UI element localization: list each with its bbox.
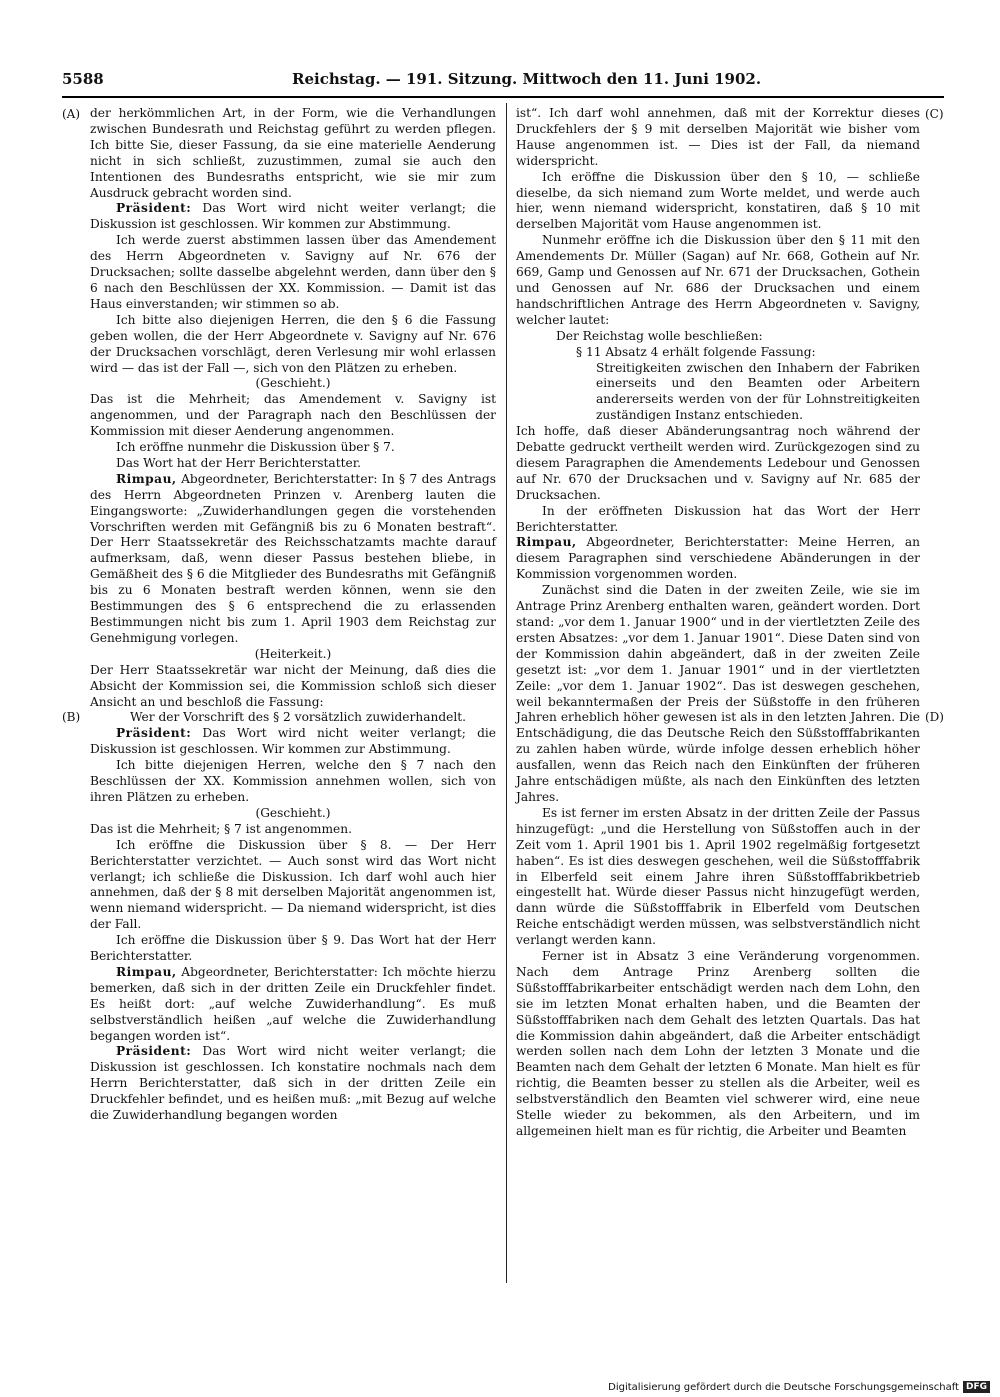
paragraph [90,726,496,758]
paragraph [516,329,920,345]
paragraph-text: Ich hoffe, daß dieser Abänderungsantrag noch während der Debatte gedruckt vertheilt werden wird. Zurückgezogen sind zu diesem Paragraphen die Amendements Ledebour und Genossen auf Nr. 670 der Drucksachen und v. Savigny auf Nr. 685 der Drucksachen. [516,424,920,502]
running-title: Reichstag. — 191. Sitzung. Mittwoch den 11. Juni 1902. [292,70,762,88]
paragraph-text: Ich eröffne die Diskussion über den § 10, — schließe dieselbe, da sich niemand zum Worte meldet, und werde auch hier, wenn niemand widerspricht, konstatiren, daß § 10 mit derselben Majorität vom Hause angenommen ist. [516,169,920,232]
paragraph [516,504,920,536]
paragraph-text: (Heiterkeit.) [254,646,332,661]
footer [608,1381,990,1393]
paragraph [90,472,496,647]
paragraph-text: Ich eröffne die Diskussion über § 9. Das Wort hat der Herr Berichterstatter. [90,933,496,964]
footer-text: Digitalisierung gefördert durch die Deutsche Forschungsgemeinschaft [608,1381,959,1393]
paragraph [516,170,920,234]
paragraph [90,758,496,806]
speaker-name: Präsident: [116,201,192,216]
speaker-name: Rimpau, [116,964,177,979]
right-column [516,106,920,1140]
paragraph-text: Das Wort wird nicht weiter verlangt; die Diskussion ist geschlossen. Ich konstatire nochmals nach dem Herrn Berichterstatter, daß sich in der dritten Zeile ein Druckfehler befindet, und es heißen muß: „mit Bezug auf welche die Zuwiderhandlung begangen worden [90,1044,496,1123]
margin-mark-d: (D) [925,710,944,724]
margin-mark-c: (C) [925,107,944,121]
paragraph [516,345,920,361]
paragraph-text: der herkömmlichen Art, in der Form, wie die Verhandlungen zwischen Bundesrath und Reichstag geführt zu werden pflegen. Ich bitte Sie, dieser Fassung, da sie eine materielle Aenderung nicht in sich schließt, zuzustimmen, zumal sie auch den Intentionen des Bundesraths entspricht, wie sie mir zum Ausdruck gebracht worden sind. [90,106,496,200]
paragraph-text: (Geschieht.) [255,376,331,391]
paragraph [90,838,496,933]
paragraph [516,535,920,583]
paragraph [516,233,920,328]
paragraph-text: In der eröffneten Diskussion hat das Wort der Herr Berichterstatter. [516,503,920,534]
paragraph-text: Ich eröffne nunmehr die Diskussion über § 7. [116,440,395,455]
paragraph-text: Das ist die Mehrheit; das Amendement v. Savigny ist angenommen, und der Paragraph nach den Beschlüssen der Kommission mit dieser Aenderung angenommen. [90,392,496,439]
paragraph [516,424,920,504]
paragraph-text: Abgeordneter, Berichterstatter: Ich möchte hierzu bemerken, daß sich in der dritten Zeile ein Druckfehler findet. Es heißt dort: „auf welche Zuwiderhandlung“. Es muß selbstverständlich heißen „auf welche die Zuwiderhandlung begangen worden ist“. [90,964,496,1043]
paragraph [90,965,496,1045]
speaker-name: Rimpau, [116,471,177,486]
paragraph [90,1044,496,1124]
paragraph-text: Zunächst sind die Daten in der zweiten Zeile, wie sie im Antrage Prinz Arenberg enthalten waren, geändert worden. Dort stand: „vor dem 1. Januar 1900“ und in der viertletzten Zeile des ersten Absatzes: „vor dem 1. Januar 1901“. Diese Daten sind von der Kommission dahin abgeändert, daß in der zweiten Zeile gesetzt ist: „vor dem 1. Januar 1901“ und in der viertletzten Zeile: „vor dem 1. Januar 1902“. Das ist deswegen geschehen, weil bekanntermaßen der Preis der Süßstoffe in den früheren Jahren erheblich höher gewesen ist als in den letzten Jahren. Die Entschädigung, die das Deutsche Reich den Süßstofffabrikanten zu zahlen haben würde, würde infolge dessen erheblich höher ausfallen, wenn das Reich nach den Einkünften der früheren Jahre entschädigen müßte, als nach den Einkünften des letzten Jahres. [516,583,920,804]
paragraph [90,647,496,663]
speaker-name: Präsident: [116,1044,192,1059]
paragraph [90,456,496,472]
paragraph-text: Es ist ferner im ersten Absatz in der dritten Zeile der Passus hinzugefügt: „und die Herstellung von Süßstoffen auch in der Zeit vom 1. April 1901 bis 1. April 1902 regelmäßig fortgesetzt haben“. Es ist dies deswegen geschehen, weil die Süßstofffabrik in Elberfeld seit einem Jahre ihren Süßstofffabrikbetrieb eingestellt hat. Würde dieser Passus nicht hinzugefügt werden, dann würde die Süßstofffabrik in Elberfeld vom Deutschen Reiche entschädigt werden müssen, was selbstverständlich nicht verlangt werden kann. [516,805,920,948]
paragraph [90,822,496,838]
paragraph-text: Ich werde zuerst abstimmen lassen über das Amendement des Herrn Abgeordneten v. Savigny auf Nr. 676 der Drucksachen; sollte dasselbe abgelehnt werden, dann über den § 6 nach den Beschlüssen der XX. Kommission. — Damit ist das Haus einverstanden; wir stimmen so ab. [90,233,496,311]
speaker-name: Rimpau, [516,535,577,550]
paragraph [516,583,920,806]
paragraph-text: Das Wort hat der Herr Berichterstatter. [116,455,362,470]
paragraph [516,106,920,170]
paragraph-text: Das Wort wird nicht weiter verlangt; die Diskussion ist geschlossen. Wir kommen zur Abstimmung. [90,201,496,232]
paragraph [90,376,496,392]
paragraph-text: (Geschieht.) [255,805,331,820]
paragraph [90,663,496,711]
paragraph-text: Der Herr Staatssekretär war nicht der Meinung, daß dies die Absicht der Kommission sei, die Kommission schloß sich dieser Ansicht an und beschloß die Fassung: [90,662,496,709]
dfg-logo: DFG [963,1381,990,1393]
paragraph [90,201,496,233]
paragraph-text: Ich bitte diejenigen Herren, welche den § 7 nach den Beschlüssen der XX. Kommission annehmen wollen, sich von ihren Plätzen zu erheben. [90,758,496,804]
paragraph-text: Nunmehr eröffne ich die Diskussion über den § 11 mit den Amendements Dr. Müller (Sagan) auf Nr. 668, Gothein auf Nr. 669, Gamp und Genossen auf Nr. 671 der Drucksachen, Gothein und Genossen auf Nr. 686 der Drucksachen und einem handschriftlichen Antrage des Herrn Abgeordneten v. Savigny, welcher lautet: [516,233,920,327]
margin-mark-b: (B) [62,710,81,724]
paragraph-text: Abgeordneter, Berichterstatter: In § 7 des Antrags des Herrn Abgeordneten Prinzen v. Arenberg lauten die Eingangsworte: „Zuwiderhandlungen gegen die vorstehenden Vorschriften werden mit Gefängniß bis zu 6 Monaten bestraft“. Der Herr Staatssekretär des Reichsschatzamts machte darauf aufmerksam, daß, wenn dieser Passus bestehen bliebe, in Gemäßheit des § 6 die Mitglieder des Bundesraths mit Gefängniß bis zu 6 Monaten bestraft werden können, wenn sie den Bestimmungen des § 6 entsprechend die zu erlassenden Bestimmungen nicht bis zum 1. April 1903 dem Reichstag zur Genehmigung vorlegen. [90,471,496,645]
paragraph [516,949,920,1140]
paragraph-text: Ich bitte also diejenigen Herren, die den § 6 die Fassung geben wollen, die der Herr Abgeordnete v. Savigny auf Nr. 676 der Drucksachen vorschlägt, deren Verlesung mir wohl erlassen wird — das ist der Fall —, sich von den Plätzen zu erheben. [90,312,496,375]
speaker-name: Präsident: [116,726,192,741]
paragraph [516,361,920,425]
page-number: 5588 [62,70,104,88]
paragraph-text: Streitigkeiten zwischen den Inhabern der Fabriken einerseits und den Beamten oder Arbeitern andererseits werden von der für Lohnstreitigkeiten zuständigen Instanz entschieden. [596,360,920,423]
paragraph-text: Das Wort wird nicht weiter verlangt; die Diskussion ist geschlossen. Wir kommen zur Abstimmung. [90,726,496,757]
paragraph [90,710,496,726]
paragraph [90,440,496,456]
paragraph [90,313,496,377]
paragraph [90,806,496,822]
margin-mark-a: (A) [62,107,81,121]
paragraph-text: § 11 Absatz 4 erhält folgende Fassung: [576,344,816,359]
paragraph [516,806,920,949]
paragraph-text: Ich eröffne die Diskussion über § 8. — Der Herr Berichterstatter verzichtet. — Auch sonst wird das Wort nicht verlangt; ich schließe die Diskussion. Ich darf wohl auch hier annehmen, daß der § 8 mit derselben Majorität angenommen ist, wenn niemand widerspricht. — Da niemand widerspricht, ist dies der Fall. [90,837,496,932]
paragraph-text: ist“. Ich darf wohl annehmen, daß mit der Korrektur dieses Druckfehlers der § 9 mit derselben Majorität wie bisher vom Hause angenommen ist. — Dies ist der Fall, da niemand widerspricht. [516,106,920,168]
paragraph [90,933,496,965]
paragraph-text: Wer der Vorschrift des § 2 vorsätzlich zuwiderhandelt. [130,710,466,725]
paragraph-text: Das ist die Mehrheit; § 7 ist angenommen. [90,821,352,836]
column-divider [506,103,507,1283]
paragraph [90,392,496,440]
left-column [90,106,496,1124]
paragraph-text: Der Reichstag wolle beschließen: [556,328,763,343]
running-header [62,62,944,98]
paragraph [90,106,496,201]
paragraph [90,233,496,313]
paragraph-text: Abgeordneter, Berichterstatter: Meine Herren, an diesem Paragraphen sind verschiedene Abänderungen in der Kommission vorgenommen worden. [516,535,920,582]
paragraph-text: Ferner ist in Absatz 3 eine Veränderung vorgenommen. Nach dem Antrage Prinz Arenberg sollten die Süßstofffabrikarbeiter entschädigt werden nach dem Lohn, den sie im letzten Monat erhalten haben, und die Beamten der Süßstofffabriken nach dem Gehalt des letzten Quartals. Das hat die Kommission dahin abgeändert, daß die Arbeiter entschädigt werden sollen nach dem Lohn der letzten 3 Monate und die Beamten nach dem Gehalt der letzten 6 Monate. Man hielt es für richtig, die Beamten besser zu stellen als die Arbeiter, weil es selbstverständlich den Beamten viel schwerer wird, eine neue Stelle wieder zu bekommen, als den Arbeitern, und im allgemeinen hielt man es für richtig, die Arbeiter und Beamten [516,949,920,1138]
